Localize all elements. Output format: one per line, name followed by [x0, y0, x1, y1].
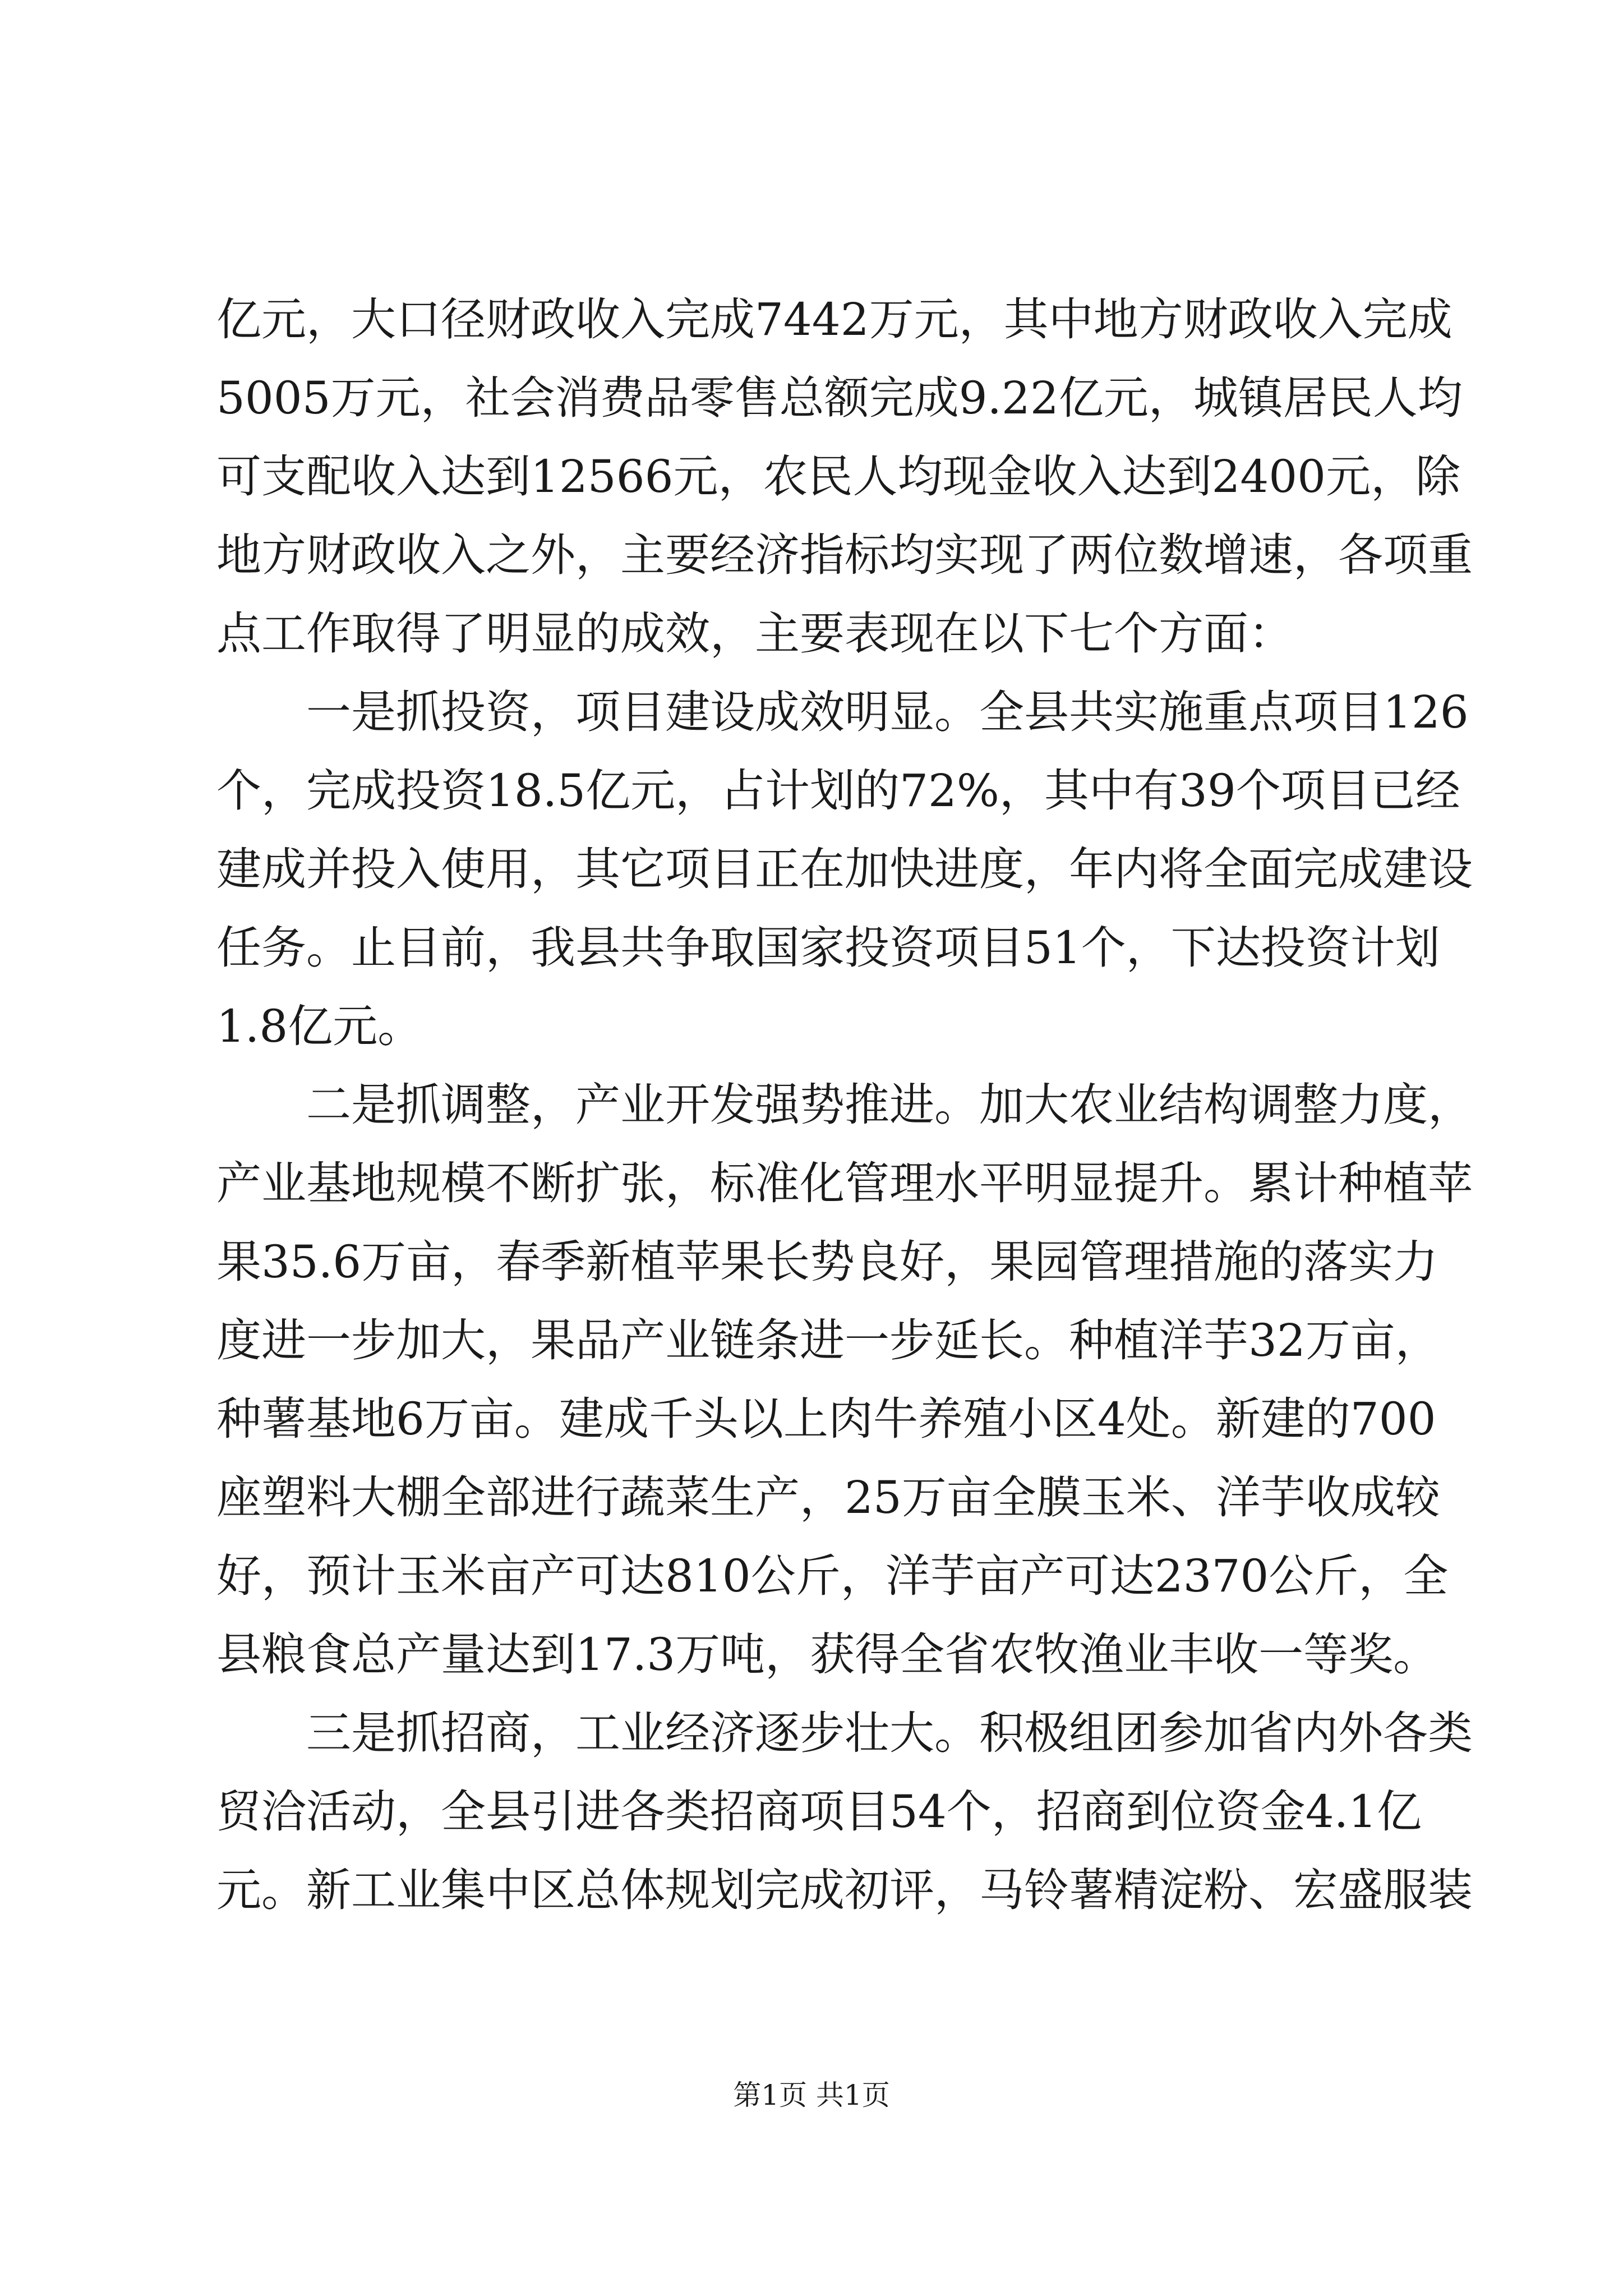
- text-line: 贸洽活动，全县引进各类招商项目54个，招商到位资金4.1亿: [216, 1786, 1422, 1838]
- text-line: 5005万元，社会消费品零售总额完成9.22亿元，城镇居民人均: [216, 372, 1463, 424]
- text-line: 任务。止目前，我县共争取国家投资项目51个，下达投资计划: [216, 922, 1440, 974]
- text-line: 座塑料大棚全部进行蔬菜生产，25万亩全膜玉米、洋芋收成较: [216, 1471, 1440, 1524]
- text-line: 元。新工业集中区总体规划完成初评，马铃薯精淀粉、宏盛服装: [216, 1864, 1473, 1916]
- text-line: 好，预计玉米亩产可达810公斤，洋芋亩产可达2370公斤，全: [216, 1550, 1449, 1602]
- paragraph-first-line: 一是抓投资，项目建设成效明显。全县共实施重点项目126: [306, 686, 1469, 738]
- text-line: 建成并投入使用，其它项目正在加快进度，年内将全面完成建设: [216, 843, 1473, 895]
- text-line: 可支配收入达到12566元，农民人均现金收入达到2400元，除: [216, 450, 1461, 503]
- text-line: 1.8亿元。: [216, 1000, 423, 1052]
- text-line: 果35.6万亩，春季新植苹果长势良好，果园管理措施的落实力: [216, 1236, 1438, 1288]
- text-line: 种薯基地6万亩。建成千头以上肉牛养殖小区4处。新建的700: [216, 1393, 1436, 1445]
- paragraph-first-line: 二是抓调整，产业开发强势推进。加大农业结构调整力度，: [306, 1079, 1473, 1131]
- page-footer: 第1页 共1页: [733, 2079, 890, 2111]
- text-line: 个，完成投资18.5亿元，占计划的72%，其中有39个项目已经: [216, 765, 1460, 817]
- paragraph-first-line: 三是抓招商，工业经济逐步壮大。积极组团参加省内外各类: [306, 1707, 1473, 1759]
- text-line: 县粮食总产量达到17.3万吨，获得全省农牧渔业丰收一等奖。: [216, 1628, 1438, 1681]
- text-line: 地方财政收入之外，主要经济指标均实现了两位数增速，各项重: [216, 529, 1473, 581]
- text-line: 产业基地规模不断扩张，标准化管理水平明显提升。累计种植苹: [216, 1157, 1473, 1209]
- text-line: 亿元，大口径财政收入完成7442万元，其中地方财政收入完成: [216, 293, 1453, 346]
- text-line: 度进一步加大，果品产业链条进一步延长。种植洋芋32万亩，: [216, 1314, 1440, 1366]
- text-line: 点工作取得了明显的成效，主要表现在以下七个方面：: [216, 608, 1293, 660]
